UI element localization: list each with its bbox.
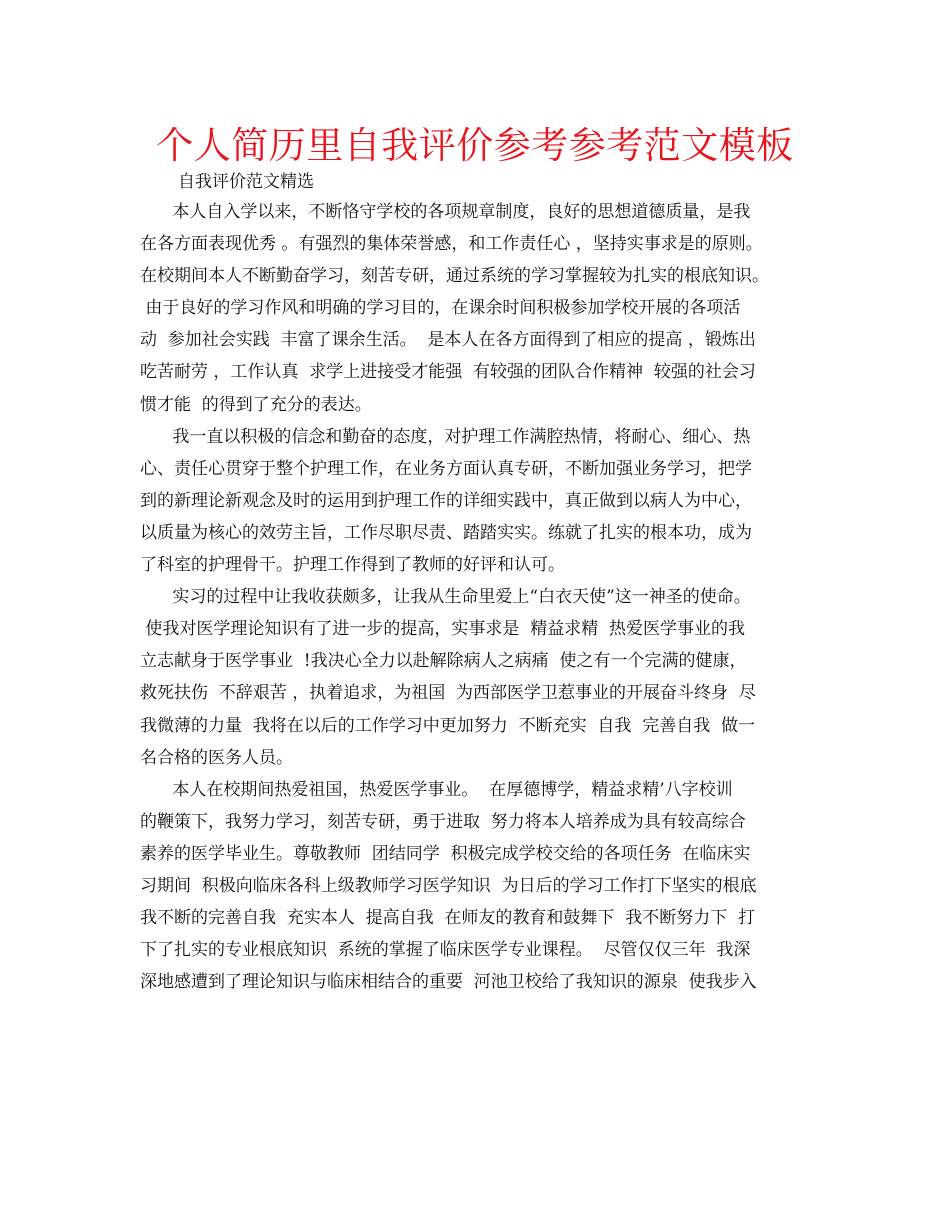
paragraph (140, 196, 840, 421)
document-body (140, 196, 840, 998)
text-line: 在各方面表现优秀 。有强烈的集体荣誉感，和工作责任心 ，坚持实事求是的原则。 (140, 234, 763, 255)
document-subtitle: 自我评价范文精选 (178, 172, 314, 192)
text-line: 名合格的医务人员。 (140, 747, 293, 768)
document-title: 个人简历里自我评价参考参考范文模板 (156, 124, 794, 167)
text-line: 我不断的完善自我 充实本人 提高自我 在师友的教育和鼓舞下 我不断努力下 打 (140, 908, 756, 929)
text-line: 心、责任心贯穿于整个护理工作，在业务方面认真专研，不断加强业务学习，把学 (140, 458, 752, 479)
text-line: 以质量为核心的效劳主旨，工作尽职尽责、踏踏实实。练就了扎实的根本功，成为 (140, 522, 752, 543)
text-line: 了科室的护理骨干。护理工作得到了教师的好评和认可。 (140, 555, 565, 576)
text-line: 立志献身于医学事业 !我决心全力以赴解除病人之病痛 使之有一个完满的健康， (140, 651, 747, 672)
text-line: 我微薄的力量 我将在以后的工作学习中更加努力 不断充实 自我 完善自我 做一 (140, 715, 756, 736)
text-line: 在校期间本人不断勤奋学习，刻苦专研，通过系统的学习掌握较为扎实的根底知识。 (140, 266, 769, 287)
text-line: 实习的过程中让我收获颇多，让我从生命里爱上“白衣天使”这一神圣的使命。 (140, 587, 751, 608)
text-line: 使我对医学理论知识有了进一步的提高，实事求是 精益求精 热爱医学事业的我 (140, 619, 746, 640)
text-line: 深地感遭到了理论知识与临床相结合的重要 河池卫校给了我知识的源泉 使我步入 (140, 972, 757, 993)
text-line: 下了扎实的专业根底知识 系统的掌握了临床医学专业课程。 尽管仅仅三年 我深 (140, 940, 751, 961)
text-line: 由于良好的学习作风和明确的学习目的，在课余时间积极参加学校开展的各项活 (140, 298, 741, 319)
text-line: 素养的医学毕业生。尊敬教师 团结同学 积极完成学校交给的各项任务 在临床实 (140, 843, 751, 864)
text-line: 吃苦耐劳 ，工作认真 求学上进接受才能强 有较强的团队合作精神 较强的社会习 (140, 362, 756, 383)
text-line: 本人自入学以来，不断恪守学校的各项规章制度，良好的思想道德质量，是我 (140, 202, 751, 222)
paragraph (140, 421, 840, 581)
text-line: 习期间 积极向临床各科上级教师学习医学知识 为日后的学习工作打下坚实的根底 (140, 875, 757, 896)
paragraph (140, 774, 840, 999)
text-line: 的鞭策下，我努力学习，刻苦专研，勇于进取 努力将本人培养成为具有较高综合 (140, 811, 746, 832)
text-line: 动 参加社会实践 丰富了课余生活。 是本人在各方面得到了相应的提高 ，锻炼出 (140, 330, 756, 351)
paragraph (140, 581, 840, 774)
text-line: 惯才能 的得到了充分的表达。 (140, 394, 372, 415)
text-line: 到的新理论新观念及时的运用到护理工作的详细实践中，真正做到以病人为中心， (140, 490, 752, 511)
text-line: 救死扶伤 不辞艰苦 ，执着追求，为祖国 为西部医学卫惹事业的开展奋斗终身 尽 (140, 683, 756, 704)
text-line: 本人在校期间热爱祖国，热爱医学事业。 在厚德博学，精益求精’八字校训 (140, 779, 733, 800)
text-line: 我一直以积极的信念和勤奋的态度，对护理工作满腔热情，将耐心、细心、热 (140, 426, 751, 447)
